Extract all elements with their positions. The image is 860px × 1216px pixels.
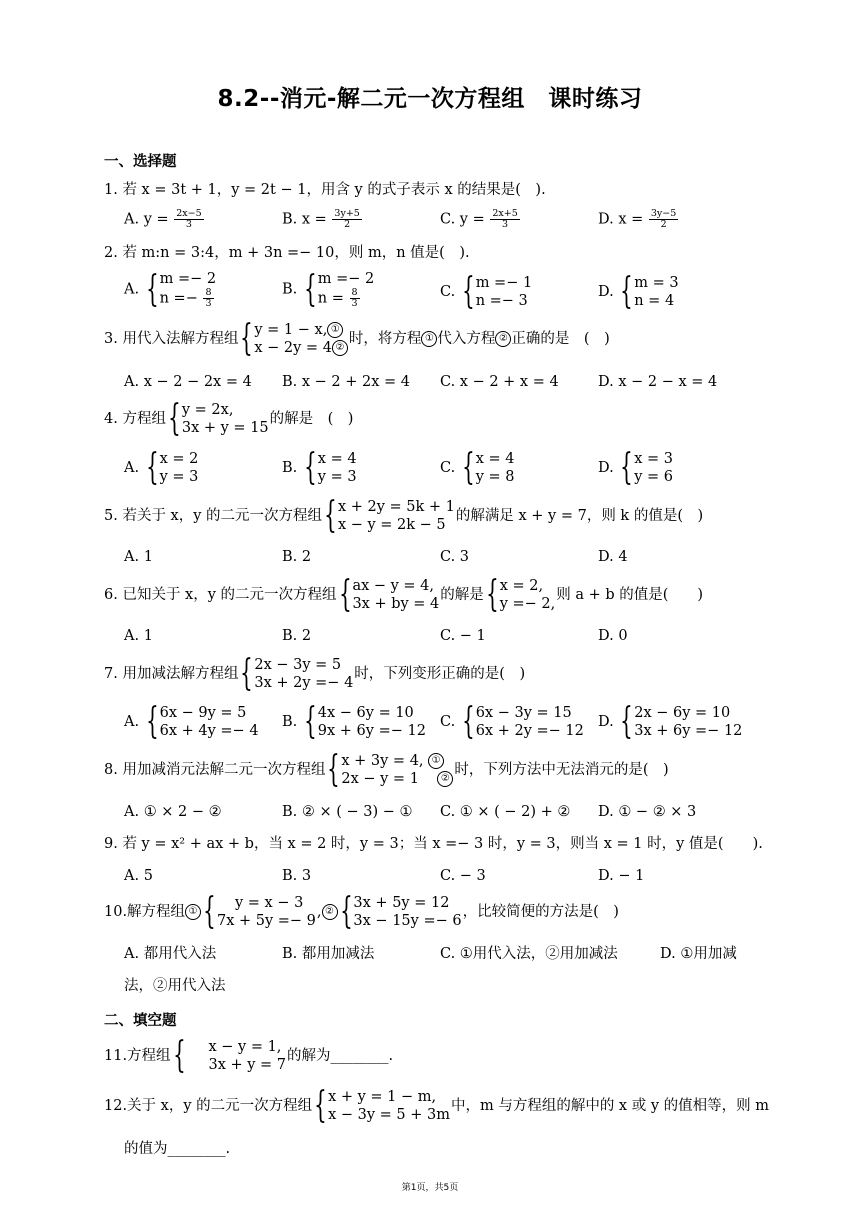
q10-option-a: A. 都用代入法 xyxy=(124,946,217,962)
q6-option-d: D. 0 xyxy=(598,628,628,644)
question-12-line2: 的值为________. xyxy=(124,1141,231,1157)
q2-option-a: A. { m =− 2 n =− $\frac{8}{3}$ xyxy=(124,268,217,310)
question-7-stem: 7. 用加减法解方程组 { 2x − 3y = 5 3x + 2y =− 4 时，下列变形正确的是( ) xyxy=(104,653,526,694)
q1-option-c: C. y = $\frac{2x+5}{3}$ xyxy=(440,208,518,230)
q9-option-a: A. 5 xyxy=(124,868,153,884)
q7-option-a: A. { 6x − 9y = 5 6x + 4y =− 4 xyxy=(124,701,259,742)
q1-option-b: B. x = $\frac{3y+5}{2}$ xyxy=(282,208,360,230)
q3-option-a: A. x − 2 − 2x = 4 xyxy=(124,374,252,390)
question-2-stem: 2. 若 m:n = 3:4，m + 3n =− 10，则 m，n 值是( ). xyxy=(104,245,470,261)
q5-option-b: B. 2 xyxy=(282,549,312,565)
q3-option-b: B. x − 2 + 2x = 4 xyxy=(282,374,411,390)
q3-option-c: C. x − 2 + x = 4 xyxy=(440,374,559,390)
q6-option-c: C. − 1 xyxy=(440,628,486,644)
q2-option-d: D. { m = 3 n = 4 xyxy=(598,271,679,312)
q4-option-b: B. { x = 4 y = 3 xyxy=(282,447,357,488)
q9-option-c: C. − 3 xyxy=(440,868,486,884)
question-3-stem: 3. 用代入法解方程组 { y = 1 − x, ① x − 2y = 4 ② 时，将方程 ① 代入方程 ② 正确的是 ( ) xyxy=(104,318,610,359)
q6-option-a: A. 1 xyxy=(124,628,153,644)
q5-option-a: A. 1 xyxy=(124,549,153,565)
question-1-stem: 1. 若 x = 3t + 1，y = 2t − 1，用含 y 的式子表示 x 的结果是( ). xyxy=(104,182,546,198)
question-10-stem: 10.解方程组 ① { y = x − 3 7x + 5y =− 9 , ② { 3x + 5y = 12 3x − 15y =− 6 ，比较简便的方法是( ) xyxy=(104,891,619,932)
q3-option-d: D. x − 2 − x = 4 xyxy=(598,374,718,390)
question-11-stem: 11.方程组 { x − y = 1, 3x + y = 7 的解为________. xyxy=(104,1035,394,1076)
q7-option-c: C. { 6x − 3y = 15 6x + 2y =− 12 xyxy=(440,701,584,742)
q7-option-b: B. { 4x − 6y = 10 9x + 6y =− 12 xyxy=(282,701,426,742)
q6-option-b: B. 2 xyxy=(282,628,312,644)
q8-option-c: C. ① × ( − 2) + ② xyxy=(440,804,571,820)
q10-option-b: B. 都用加减法 xyxy=(282,946,375,962)
q4-option-c: C. { x = 4 y = 8 xyxy=(440,447,515,488)
q5-option-d: D. 4 xyxy=(598,549,628,565)
page-title: 8.2--消元-解二元一次方程组 课时练习 xyxy=(217,86,643,112)
q4-option-d: D. { x = 3 y = 6 xyxy=(598,447,674,488)
q1-option-d: D. x = $\frac{3y-5}{2}$ xyxy=(598,208,677,230)
q2-option-b: B. { m =− 2 n = $\frac{8}{3}$ xyxy=(282,268,375,310)
q8-option-a: A. ① × 2 − ② xyxy=(124,804,222,820)
section-heading-choice: 一、选择题 xyxy=(104,154,177,170)
q8-option-b: B. ② × ( − 3) − ① xyxy=(282,804,413,820)
q9-option-d: D. − 1 xyxy=(598,868,645,884)
question-4-stem: 4. 方程组 { y = 2x, 3x + y = 15 的解是 ( ) xyxy=(104,398,354,439)
q10-option-c: C. ①用代入法，②用加减法 xyxy=(440,946,618,962)
q2-option-c: C. { m =− 1 n =− 3 xyxy=(440,271,533,312)
question-9-stem: 9. 若 y = x² + ax + b，当 x = 2 时，y = 3；当 x =− 3 时，y = 3，则当 x = 1 时，y 值是( ). xyxy=(104,836,763,852)
question-8-stem: 8. 用加减消元法解二元一次方程组 { x + 3y = 4, ① 2x − y = 1 ② 时，下列方法中无法消元的是( ) xyxy=(104,749,669,790)
question-6-stem: 6. 已知关于 x，y 的二元一次方程组 { ax − y = 4, 3x + by = 4 的解是 { x = 2, y =− 2, 则 a + b 的值是( ) xyxy=(104,574,704,615)
question-12-stem: 12.关于 x，y 的二元一次方程组 { x + y = 1 − m, x − 3y = 5 + 3m 中，m 与方程组的解中的 x 或 y 的值相等，则 m xyxy=(104,1085,769,1126)
q1-option-a: A. y = $\frac{2x-5}{3}$ xyxy=(124,208,202,230)
q7-option-d: D. { 2x − 6y = 10 3x + 6y =− 12 xyxy=(598,701,743,742)
q5-option-c: C. 3 xyxy=(440,549,470,565)
section-heading-fill: 二、填空题 xyxy=(104,1013,177,1029)
q10-option-d-continued: 法，②用代入法 xyxy=(124,978,226,994)
q8-option-d: D. ① − ② × 3 xyxy=(598,804,697,820)
q4-option-a: A. { x = 2 y = 3 xyxy=(124,447,199,488)
q10-option-d: D. ①用加减 xyxy=(660,946,737,962)
page-footer: 第1页，共5页 xyxy=(401,1183,459,1193)
q9-option-b: B. 3 xyxy=(282,868,312,884)
question-5-stem: 5. 若关于 x，y 的二元一次方程组 { x + 2y = 5k + 1 x − y = 2k − 5 的解满足 x + y = 7，则 k 的值是( ) xyxy=(104,495,704,536)
